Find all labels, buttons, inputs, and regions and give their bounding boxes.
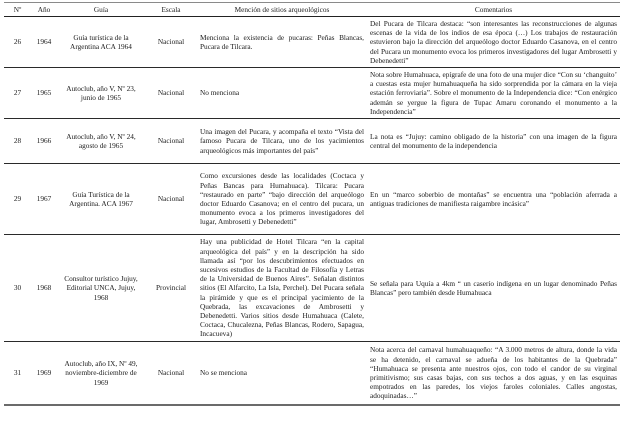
cell-scale: Nacional — [145, 342, 197, 406]
cell-year: 1964 — [31, 17, 57, 68]
cell-guide: Guía turística de la Argentina ACA 1964 — [57, 17, 145, 68]
cell-comments: En un “marco soberbio de montañas” se encuentra una “población aferrada a antiguas tradiciones de manifiesta raigambre incásica” — [367, 164, 620, 235]
cell-mention: No se menciona — [197, 342, 367, 406]
cell-guide: Autoclub, año V, Nº 23, junio de 1965 — [57, 68, 145, 119]
cell-mention: Una imagen del Pucara, y acompaña el texto “Vista del famoso Pucara de Tilcara, uno de los yacimientos arqueológicos más importantes del país” — [197, 119, 367, 164]
table-row — [4, 68, 620, 119]
table-row — [4, 164, 620, 235]
cell-guide: Autoclub, año IX, Nº 49, noviembre-diciembre de 1969 — [57, 342, 145, 406]
table-row — [4, 235, 620, 342]
cell-num: 28 — [4, 119, 31, 164]
table-row — [4, 342, 620, 406]
cell-mention: No menciona — [197, 68, 367, 119]
cell-num: 26 — [4, 17, 31, 68]
cell-year: 1966 — [31, 119, 57, 164]
cell-num: 29 — [4, 164, 31, 235]
cell-comments: Se señala para Uquía a 4km “ un caserío indígena en un lugar denominado Peñas Blancas” pero también desde Humahuaca — [367, 235, 620, 342]
table-row — [4, 119, 620, 164]
cell-year: 1967 — [31, 164, 57, 235]
header-guide: Guía — [57, 3, 145, 17]
cell-scale: Nacional — [145, 119, 197, 164]
cell-year: 1965 — [31, 68, 57, 119]
cell-year: 1968 — [31, 235, 57, 342]
header-num: Nº — [4, 3, 31, 17]
table-header — [4, 3, 620, 17]
cell-scale: Nacional — [145, 17, 197, 68]
table-body — [4, 17, 620, 406]
cell-num: 27 — [4, 68, 31, 119]
cell-comments: La nota es “Jujuy: camino obligado de la historia” con una imagen de la figura central del monumento de la independencia — [367, 119, 620, 164]
cell-num: 30 — [4, 235, 31, 342]
cell-scale: Nacional — [145, 164, 197, 235]
cell-comments: Nota acerca del carnaval humahuaqueño: “A 3.000 metros de altura, donde la vida se ha detenido, el carnaval se adueña de los habitantes de la Quebrada” “Humahuaca se presenta ante nuestros ojos, con todo el candor de su virginal primitivismo; sus casas bajas, con sus techos a dos aguas, y en las esquinas empotrados en las paredes, los viejos faroles coloniales. Calles angostas, adoquinadas…” — [367, 342, 620, 406]
cell-comments: Nota sobre Humahuaca, epígrafe de una foto de una mujer dice “Con su ‘changuito’ a cuestas esta mujer humahuaqueña ha sido sorprendida por la cámara en la vieja estación ferroviaria”. Sobre el monumento de la Independencia dice: “Con enérgico ademán se yergue la figura de Tupac Amaru coronando el monumento a la Independencia” — [367, 68, 620, 119]
header-scale: Escala — [145, 3, 197, 17]
cell-year: 1969 — [31, 342, 57, 406]
cell-mention: Menciona la existencia de pucaras: Peñas Blancas, Pucara de Tilcara. — [197, 17, 367, 68]
cell-guide: Autoclub, año V, Nº 24, agosto de 1965 — [57, 119, 145, 164]
header-year: Año — [31, 3, 57, 17]
cell-scale: Provincial — [145, 235, 197, 342]
cell-mention: Hay una publicidad de Hotel Tilcara “en la capital arqueológica del país” y en la descripción ha sido llamada así “por los descubrimientos efectuados en sucesivos estudios de la Facultad de Filosofía y Letras de la Universidad de Buenos Aires”. Señalan distintos sitios (El Alfarcito, La Isla, Perchel). Del Pucara señala la pirámide y que es el principal yacimiento de la Quebrada, las excavaciones de Ambrosetti y Debenedetti. Varios sitios desde Humahuaca (Calete, Coctaca, Chucalezna, Peñas Blancas, Rodero, Sapagua, Incacueva) — [197, 235, 367, 342]
cell-comments: Del Pucara de Tilcara destaca: “son interesantes las reconstrucciones de algunas escenas de la vida de los indios de esa época (…) Los trabajos de restauración estuvieron bajo la dirección del arqueólogo doctor Eduardo Casanova, en el centro del Pucara un monumento evoca los primeros investigadores del lugar Ambrosetti y Debenedetti” — [367, 17, 620, 68]
table-row — [4, 17, 620, 68]
archaeology-mentions-table — [4, 2, 620, 406]
cell-guide: Consultor turístico Jujuy, Editorial UNCA, Jujuy, 1968 — [57, 235, 145, 342]
header-row — [4, 3, 620, 17]
cell-guide: Guía Turística de la Argentina. ACA 1967 — [57, 164, 145, 235]
header-mention: Mención de sitios arqueológicos — [197, 3, 367, 17]
cell-scale: Nacional — [145, 68, 197, 119]
cell-mention: Como excursiones desde las localidades (Coctaca y Peñas Bancas para Humahuaca). Tilcara: Pucara “restaurado en parte” “bajo dirección del arqueólogo doctor Eduardo Casanova; en el centro del pucara, un monumento evoca a los primeros investigadores del lugar, Ambrosetti y Debenedetti” — [197, 164, 367, 235]
cell-num: 31 — [4, 342, 31, 406]
header-comments: Comentarios — [367, 3, 620, 17]
